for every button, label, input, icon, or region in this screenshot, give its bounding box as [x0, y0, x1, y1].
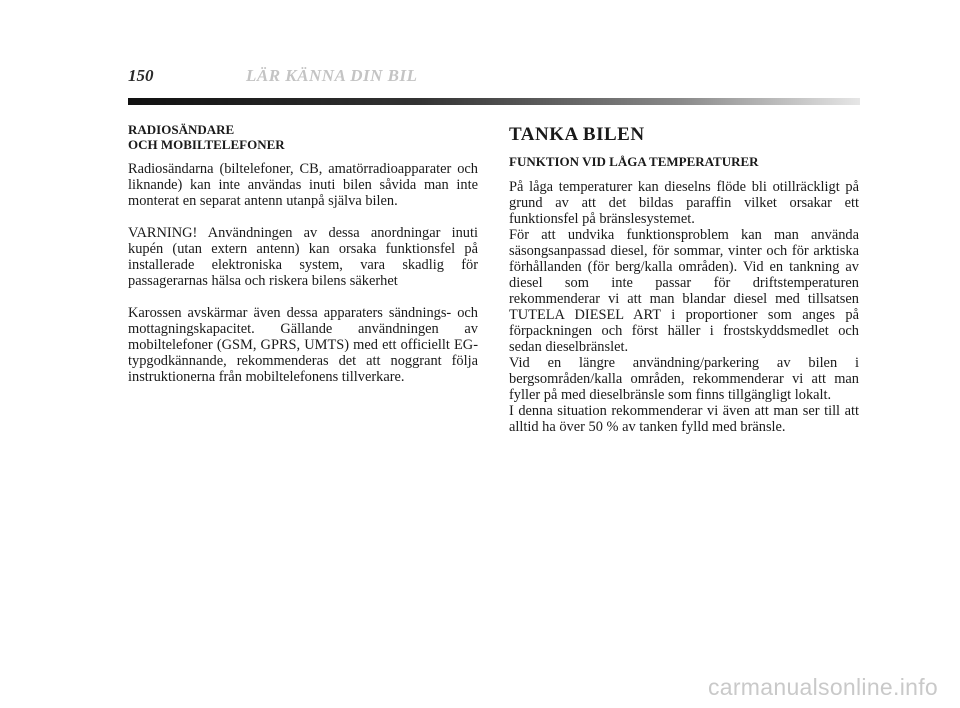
heading-line-1: RADIOSÄNDARE — [128, 122, 235, 137]
subheading-low-temp: FUNKTION VID LÅGA TEMPERATURER — [509, 154, 759, 169]
paragraph: Karossen avskärmar även dessa apparaters sändnings- och mottagningskapacitet. Gällande användningen av mobiltelefoner (GSM, GPRS, UMTS) med ett officiellt EG-typgodkännande, rekommenderas det att noggrant följa instruktionerna från mobiltelefonens tillverkare. — [128, 305, 478, 385]
heading-line-2: OCH MOBILTELEFONER — [128, 137, 285, 152]
watermark-link[interactable]: carmanualsonline.info — [707, 674, 938, 700]
left-column — [128, 122, 478, 401]
right-column — [509, 124, 859, 435]
paragraph: På låga temperaturer kan dieselns flöde bli otillräckligt på grund av att det bildas paraffin vilket orsakar ett funktionsfel på bränslesystemet. — [509, 179, 859, 227]
paragraph: Radiosändarna (biltelefoner, CB, amatörradioapparater och liknande) kan inte användas inuti bilen såvida man inte monterat en separat antenn utanpå själva bilen. — [128, 161, 478, 209]
section-title-tanka: TANKA BILEN — [509, 124, 645, 145]
page-number: 150 — [128, 66, 154, 85]
running-title: LÄR KÄNNA DIN BIL — [246, 66, 418, 85]
header-rule — [128, 98, 860, 105]
warning-paragraph: VARNING! Användningen av dessa anordningar inuti kupén (utan extern antenn) kan orsaka funktionsfel på installerade elektroniska system, vara skadlig för passagerarnas hälsa och riskera bilens säkerhet — [128, 225, 478, 289]
paragraph: I denna situation rekommenderar vi även att man ser till att alltid ha över 50 % av tanken fylld med bränsle. — [509, 403, 859, 435]
paragraph: För att undvika funktionsproblem kan man använda säsongsanpassad diesel, för sommar, vinter och för arktiska förhållanden (för berg/kalla områden). Vid en tankning av diesel som inte passar för driftstemperaturen rekommenderar vi att man blandar diesel med tillsatsen TUTELA DIESEL ART i proportioner som anges på förpackningen och först häller i frostskyddsmedlet och sedan dieselbränslet. — [509, 227, 859, 355]
section-heading-radio — [128, 122, 478, 152]
paragraph: Vid en längre användning/parkering av bilen i bergsområden/kalla områden, rekommenderar vi att man fyller på med dieselbränsle som finns tillgängligt lokalt. — [509, 355, 859, 403]
